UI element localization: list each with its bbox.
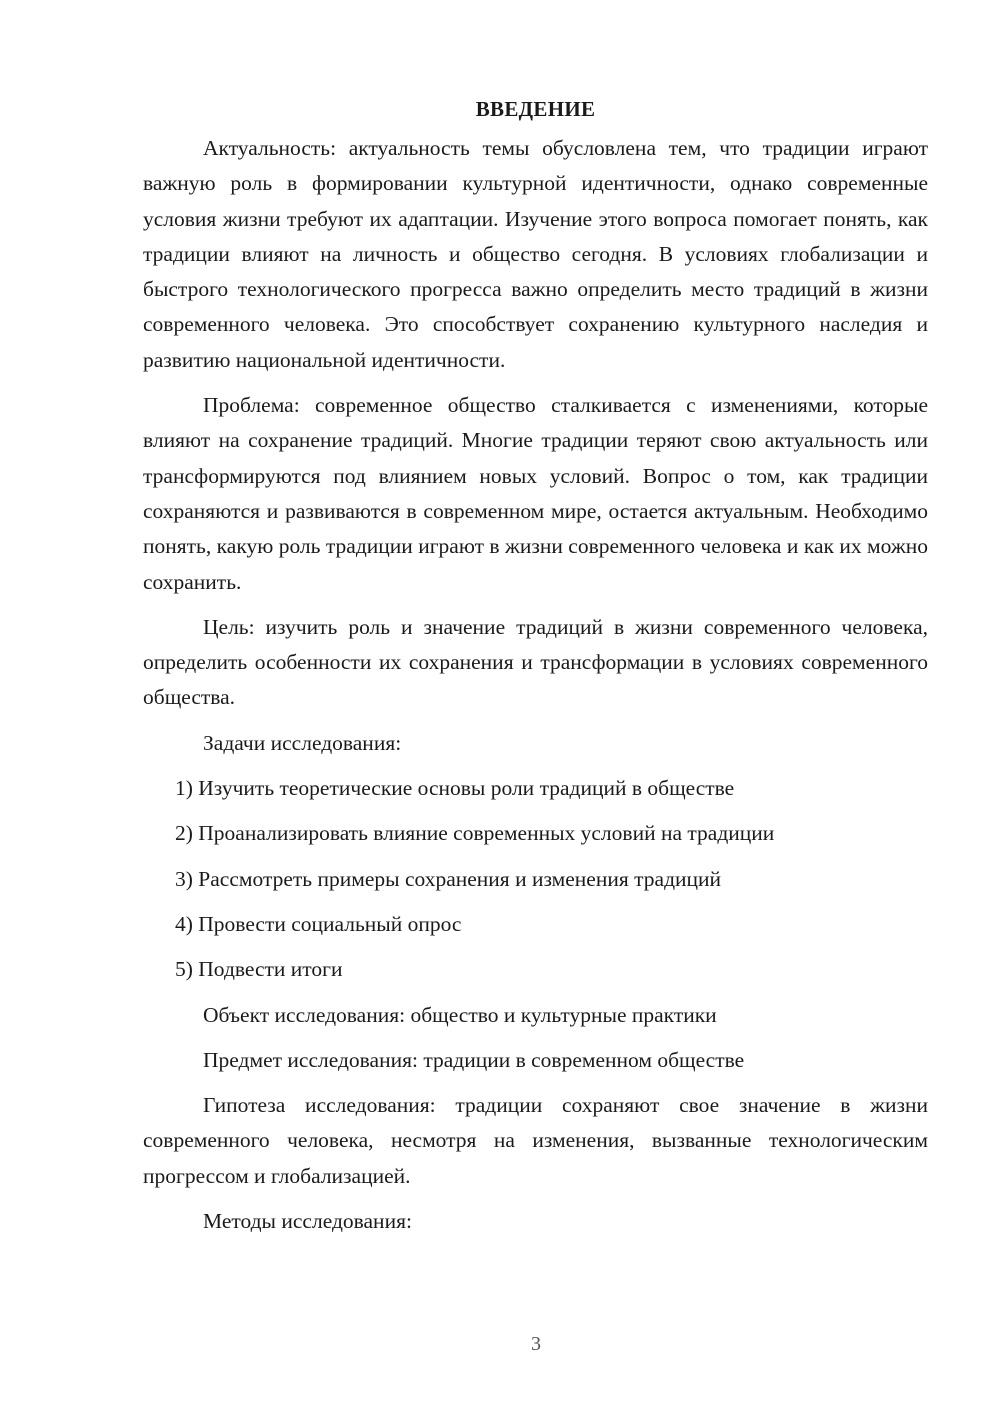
list-item: 1) Изучить теоретические основы роли традиций в обществе [175,776,735,801]
list-item: 4) Провести социальный опрос [175,911,462,936]
relevance-paragraph: Актуальность: актуальность темы обусловлена тем, что традиции играют важную роль в формировании культурной идентичности, однако современные условия жизни требуют их адаптации. Изучение этого вопроса помогает понять, как традиции влияют на личность и общество сегодня. В условиях глобализации и быстрого технологического прогресса важно определить место традиций в жизни современного человека. Это способствует сохранению культурного наследия и развитию национальной идентичности. [143,136,928,372]
page-number: 3 [531,1333,541,1355]
problem-paragraph: Проблема: современное общество сталкивается с изменениями, которые влияют на сохранение традиций. Многие традиции теряют свою актуальность или трансформируются под влиянием новых условий. Вопрос о том, как традиции сохраняются и развиваются в современном мире, остается актуальным. Необходимо понять, какую роль традиции играют в жизни современного человека и как их можно сохранить. [143,393,928,594]
page-title: ВВЕДЕНИЕ [475,97,596,121]
methods-heading: Методы исследования: [203,1209,412,1234]
tasks-heading: Задачи исследования: [203,730,402,755]
list-item: 3) Рассмотреть примеры сохранения и изменения традиций [175,866,722,891]
hypothesis-paragraph: Гипотеза исследования: традиции сохраняют свое значение в жизни современного человека, несмотря на изменения, вызванные технологическим прогрессом и глобализацией. [143,1093,928,1188]
list-item: 5) Подвести итоги [175,957,343,982]
research-subject: Предмет исследования: традиции в современном обществе [203,1047,745,1072]
goal-paragraph: Цель: изучить роль и значение традиций в жизни современного человека, определить особенности их сохранения и трансформации в условиях современного общества. [143,614,928,710]
research-object: Объект исследования: общество и культурные практики [203,1002,717,1027]
document-page [143,92,928,1249]
list-item: 2) Проанализировать влияние современных условий на традиции [175,821,775,846]
